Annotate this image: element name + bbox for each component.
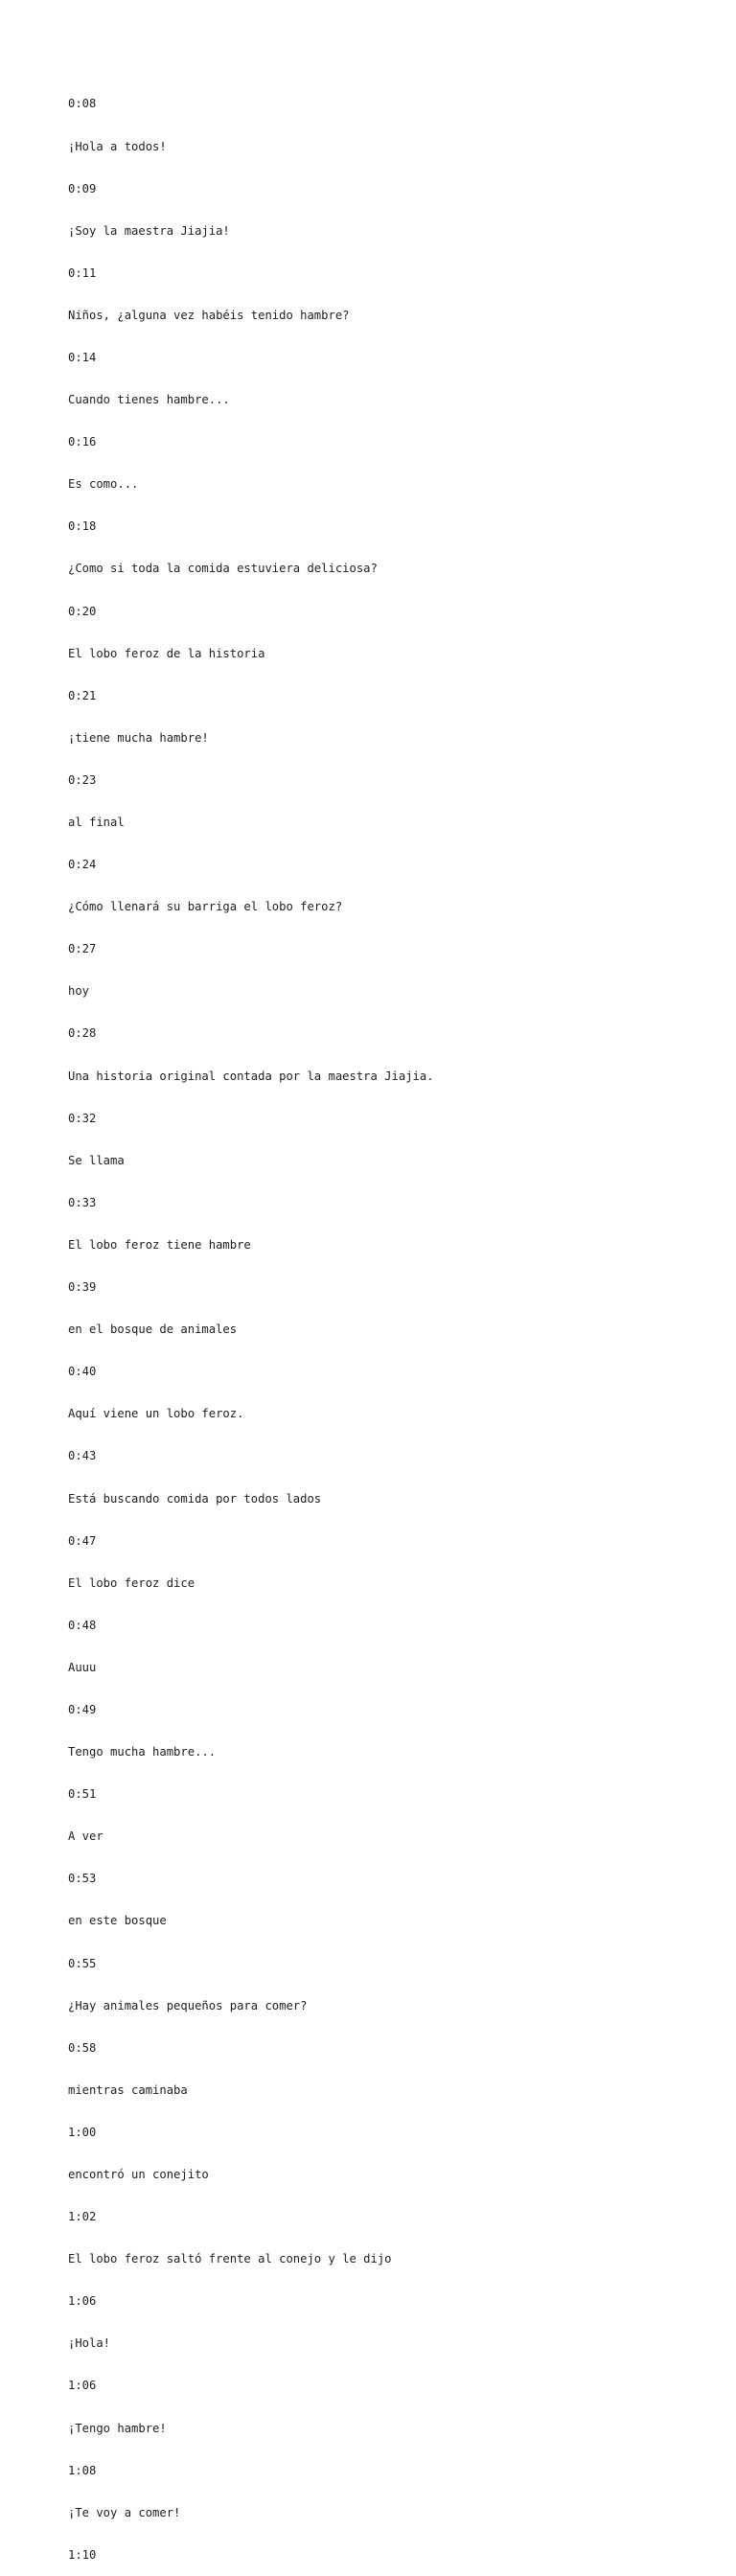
caption-line: Está buscando comida por todos lados (68, 1491, 322, 1506)
timestamp: 0:40 (68, 1365, 97, 1379)
caption-line: ¿Cómo llenará su barriga el lobo feroz? (68, 900, 343, 914)
caption-line: ¿Como si toda la comida estuviera deliciosa? (68, 562, 378, 576)
caption-line: ¿Hay animales pequeños para comer? (68, 1998, 308, 2012)
timestamp: 0:24 (68, 858, 97, 872)
caption-line: ¡tiene mucha hambre! (68, 730, 209, 745)
timestamp: 0:49 (68, 1702, 97, 1716)
timestamp: 0:47 (68, 1533, 97, 1548)
caption-line: El lobo feroz dice (68, 1576, 196, 1590)
timestamp: 0:28 (68, 1026, 97, 1041)
timestamp: 0:53 (68, 1872, 97, 1886)
timestamp: 0:48 (68, 1618, 97, 1632)
caption-line: ¡Te voy a comer! (68, 2505, 181, 2519)
caption-line: mientras caminaba (68, 2082, 188, 2097)
caption-line: hoy (68, 984, 90, 999)
caption-line: Auuu (68, 1660, 97, 1674)
timestamp: 0:23 (68, 772, 97, 787)
timestamp: 0:16 (68, 435, 97, 449)
caption-line: ¡Hola! (68, 2336, 111, 2351)
timestamp: 1:02 (68, 2210, 97, 2224)
caption-line: encontró un conejito (68, 2168, 209, 2181)
timestamp: 0:20 (68, 604, 97, 618)
timestamp: 1:10 (68, 2547, 97, 2562)
caption-line: ¡Tengo hambre! (68, 2421, 167, 2435)
timestamp: 1:00 (68, 2125, 97, 2139)
caption-line: ¡Hola a todos! (68, 139, 167, 153)
timestamp: 0:39 (68, 1280, 97, 1295)
caption-line: Una historia original contada por la maestra Jiajia. (68, 1069, 434, 1083)
timestamp: 1:06 (68, 2294, 97, 2309)
timestamp: 0:32 (68, 1111, 97, 1125)
caption-line: Tengo mucha hambre... (68, 1745, 217, 1760)
caption-line: Niños, ¿alguna vez habéis tenido hambre? (68, 308, 350, 322)
timestamp: 0:21 (68, 688, 97, 702)
timestamp: 1:06 (68, 2379, 97, 2393)
timestamp: 0:51 (68, 1787, 97, 1802)
timestamp: 0:58 (68, 2040, 97, 2055)
caption-line: en este bosque (68, 1914, 167, 1928)
timestamp: 0:18 (68, 519, 97, 534)
caption-line: El lobo feroz de la historia (68, 646, 265, 660)
caption-line: El lobo feroz tiene hambre (68, 1237, 251, 1252)
timestamp: 0:27 (68, 942, 97, 956)
caption-line: El lobo feroz saltó frente al conejo y le dijo (68, 2252, 392, 2266)
timestamp: 0:33 (68, 1195, 97, 1209)
timestamp: 0:11 (68, 265, 97, 280)
timestamp: 0:14 (68, 350, 97, 364)
caption-line: Es como... (68, 477, 139, 492)
caption-line: Se llama (68, 1153, 125, 1167)
caption-line: Cuando tienes hambre... (68, 393, 230, 407)
caption-line: al final (68, 816, 125, 829)
caption-line: ¡Soy la maestra Jiajia! (68, 223, 230, 238)
timestamp: 0:09 (68, 181, 97, 196)
transcript (68, 69, 720, 2576)
timestamp: 1:08 (68, 2463, 97, 2477)
timestamp: 0:55 (68, 1956, 97, 1970)
caption-line: Aquí viene un lobo feroz. (68, 1407, 244, 1421)
timestamp: 0:43 (68, 1449, 97, 1463)
caption-line: en el bosque de animales (68, 1322, 238, 1337)
caption-line: A ver (68, 1829, 104, 1844)
timestamp: 0:08 (68, 97, 97, 111)
